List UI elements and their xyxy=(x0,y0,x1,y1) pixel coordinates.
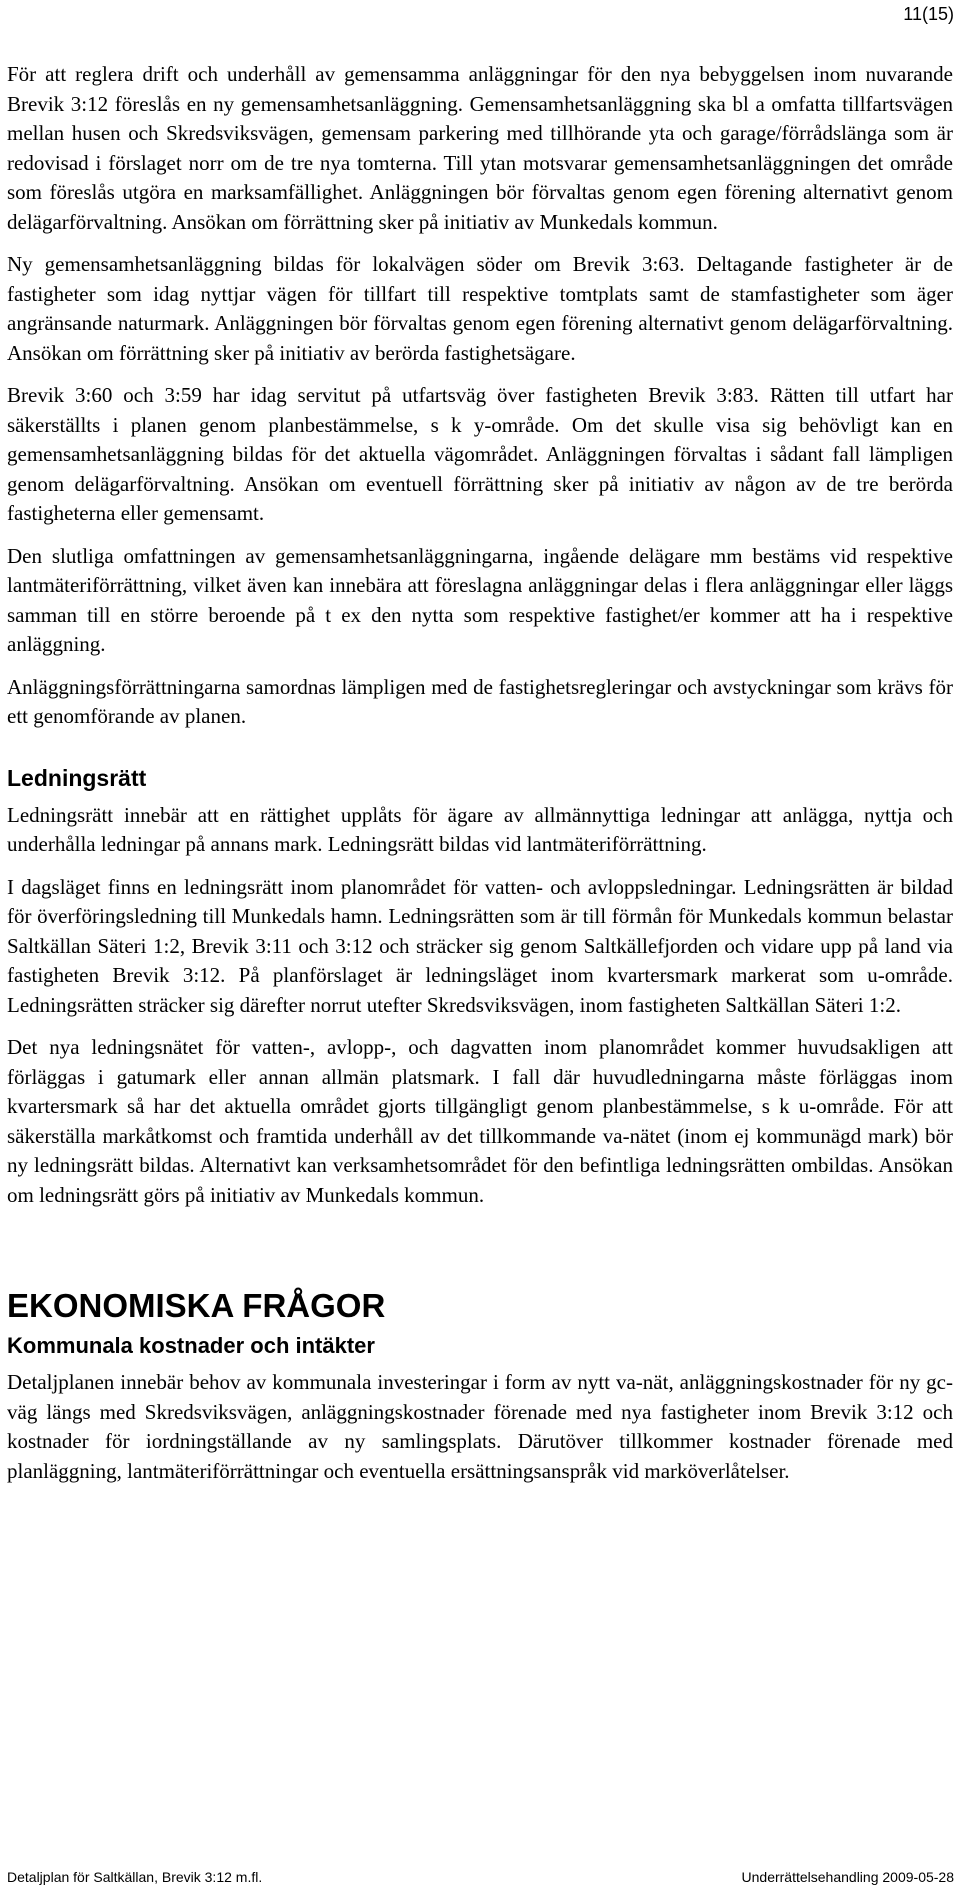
subheading-kommunala-kostnader: Kommunala kostnader och intäkter xyxy=(7,1333,375,1358)
paragraph-ledningsnat: Det nya ledningsnätet för vatten-, avlopp-, och dagvatten inom planområdet kommer huvudsakligen att förläggas i gatumark eller annan allmän platsmark. I fall där huvudledningarna måste förläggas inom kvartersmark så har det aktuella området gjorts tillgängligt genom planbestämmelse, s k u-område. För att säkerställa markåtkomst och framtida underhåll av det tillkommande va-nätet (inom ej kommunägd mark) bör ny ledningsrätt bildas. Alternativt kan verksamhetsområdet för den befintliga ledningsrätten ombildas. Ansökan om ledningsrätt görs på initiativ av Munkedals kommun. xyxy=(7,1035,953,1207)
footer-plan-title: Detaljplan för Saltkällan, Brevik 3:12 m.fl. xyxy=(7,1869,263,1885)
paragraph-gemensamhetsanlaggning: För att reglera drift och underhåll av gemensamma anläggningar för den nya bebyggelsen inom nuvarande Brevik 3:12 föreslås en ny gemensamhetsanläggning. Gemensamhetsanläggning ska bl a omfatta tillfartsvägen mellan husen och Skredsviksvägen, gemensam parkering med tillhörande yta och garage/förrådslänga som är redovisad i förslaget norr om de tre nya tomterna. Till ytan motsvarar gemensamhetsanläggningen det område som föreslås utgöra en marksamfällighet. Anläggningen bör förvaltas genom egen förening alternativt genom delägarförvaltning. Ansökan om förrättning sker på initiativ av Munkedals kommun. xyxy=(7,62,953,234)
paragraph-lokalvag: Ny gemensamhetsanläggning bildas för lokalvägen söder om Brevik 3:63. Deltagande fastigheter är de fastigheter som idag nyttjar vägen för tillfart till respektive tomtplats samt de stamfastigheter som äger angränsande naturmark. Anläggningen bör förvaltas genom egen förening alternativt genom delägarförvaltning. Ansökan om förrättning sker på initiativ av berörda fastighetsägare. xyxy=(7,252,953,365)
page-number: 11(15) xyxy=(903,4,954,24)
document-body xyxy=(7,60,953,1499)
paragraph-servitut: Brevik 3:60 och 3:59 har idag servitut på utfartsväg över fastigheten Brevik 3:83. Rätten till utfart har säkerställts i planen genom planbestämmelse, s k y-område. Om det skulle visa sig behövligt kan en gemensamhetsanläggning bildas för det aktuella vägområdet. Anläggningen förvaltas i sådant fall lämpligen genom delägarförvaltning. Ansökan om eventuell förrättning sker på initiativ av någon av de tre berörda fastigheterna eller gemensamt. xyxy=(7,383,953,525)
heading-ekonomiska-fragor: EKONOMISKA FRÅGOR xyxy=(7,1287,386,1324)
paragraph-slutlig-omfattning: Den slutliga omfattningen av gemensamhetsanläggningarna, ingående delägare mm bestäms vid respektive lantmäteriförrättning, vilket även kan innebära att föreslagna anläggningar delas i flera anläggningar eller läggs samman till en större beroende på t ex den nytta som respektive fastighet/er kommer att ha i respektive anläggning. xyxy=(7,543,953,656)
footer-document-status: Underrättelsehandling 2009-05-28 xyxy=(741,1869,954,1885)
paragraph-kommunala-kostnader: Detaljplanen innebär behov av kommunala investeringar i form av nytt va-nät, anläggningskostnader för ny gc-väg längs med Skredsviksvägen, anläggningskostnader förenade med nya fastigheter inom Brevik 3:12 och kostnader för iordningställande av ny samlingsplats. Därutöver tillkommer kostnader förenade med planläggning, lantmäteriförrättningar och eventuella ersättningsanspråk vid marköverlåtelser. xyxy=(7,1370,953,1483)
paragraph-ledningsratt-definition: Ledningsrätt innebär att en rättighet upplåts för ägare av allmännyttiga ledningar att anlägga, nyttja och underhålla ledningar på annans mark. Ledningsrätt bildas vid lantmäteriförrättning. xyxy=(7,802,953,856)
heading-ledningsratt: Ledningsrätt xyxy=(7,764,147,791)
paragraph-ledningsratt-dagslaget: I dagsläget finns en ledningsrätt inom planområdet för vatten- och avloppsledningar. Ledningsrätten är bildad för överföringsledning till Munkedals hamn. Ledningsrätten som är till förmån för Munkedals kommun belastar Saltkällan Säteri 1:2, Brevik 3:11 och 3:12 och sträcker sig genom Saltkällefjorden och vidare upp på land via fastigheten Brevik 3:12. På planförslaget är ledningsläget inom kvartersmark markerat som u-område. Ledningsrätten sträcker sig därefter norrut utefter Skredsviksvägen, inom fastigheten Saltkällan Säteri 1:2. xyxy=(7,874,953,1017)
paragraph-anlaggningsforrattningar: Anläggningsförrättningarna samordnas lämpligen med de fastighetsregleringar och avstyckningar som krävs för ett genomförande av planen. xyxy=(7,674,953,728)
